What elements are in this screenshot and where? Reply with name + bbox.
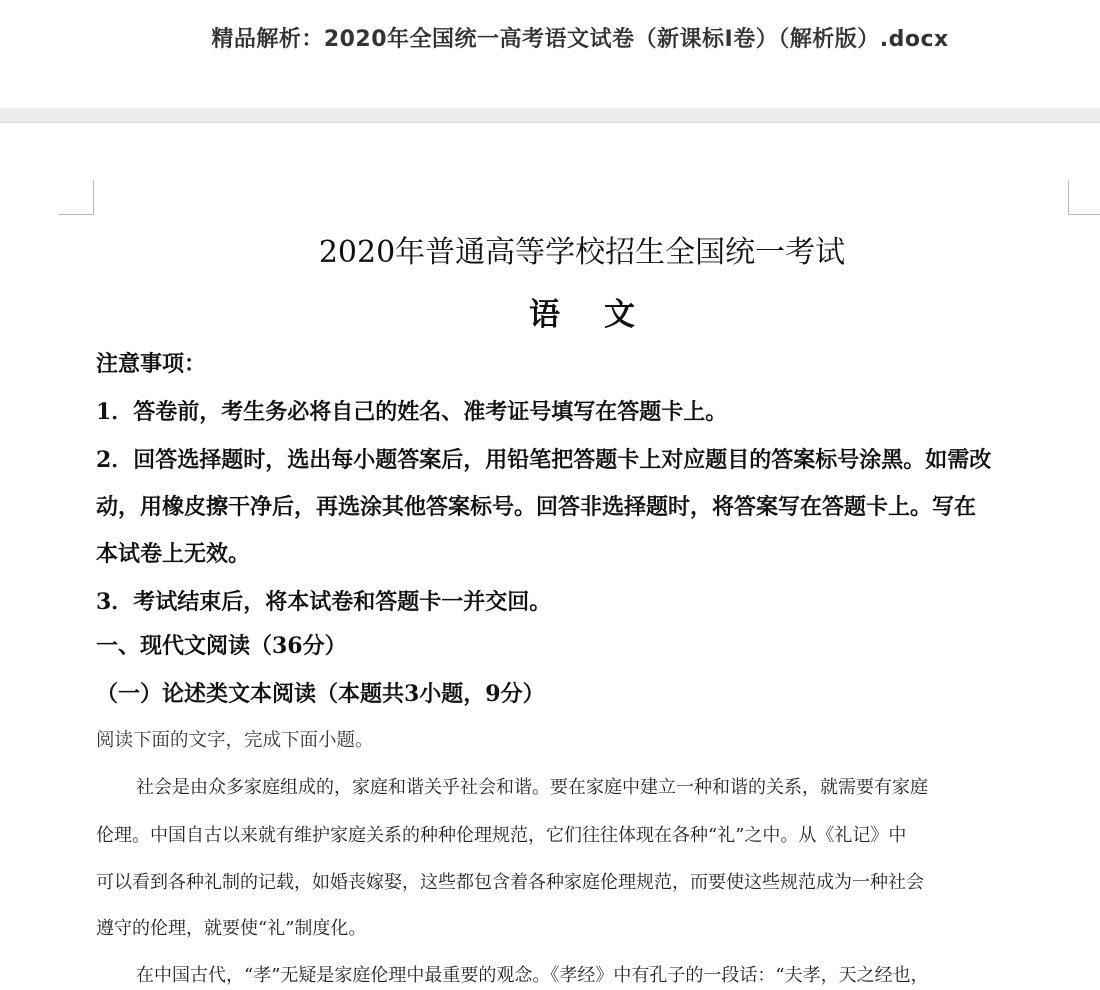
document-page[interactable] — [0, 123, 1100, 990]
margin-corner-top-left — [59, 180, 94, 215]
exam-subject: 语文 — [529, 297, 679, 333]
notice-item-2: 2．回答选择题时，选出每小题答案后，用铅笔把答题卡上对应题目的答案标号涂黑。如需改 — [96, 447, 992, 473]
passage-line-5: 在中国古代，“孝”无疑是家庭伦理中最重要的观念。《孝经》中有孔子的一段话：“夫孝，天之经也， — [136, 965, 929, 986]
exam-title: 2020年普通高等学校招生全国统一考试 — [318, 235, 846, 270]
margin-corner-top-right — [1068, 180, 1100, 215]
page-gap — [0, 108, 1100, 123]
notice-item-1: 1．答卷前，考生务必将自己的姓名、准考证号填写在答题卡上。 — [96, 399, 728, 425]
notice-item-2-end: 本试卷上无效。 — [96, 541, 251, 567]
passage-line-3: 可以看到各种礼制的记载，如婚丧嫁娶，这些都包含着各种家庭伦理规范，而要使这些规范成为一种社会 — [96, 872, 924, 893]
notice-heading: 注意事项： — [96, 351, 207, 377]
notice-item-3: 3．考试结束后，将本试卷和答题卡一并交回。 — [96, 589, 552, 615]
passage-line-2: 伦理。中国自古以来就有维护家庭关系的种种伦理规范，它们往往体现在各种“礼”之中。从《礼记》中 — [96, 825, 907, 846]
reading-instruction: 阅读下面的文字，完成下面小题。 — [96, 730, 374, 751]
passage-line-4: 遵守的伦理，就要使“礼”制度化。 — [96, 918, 367, 939]
notice-item-2-cont: 动，用橡皮擦干净后，再选涂其他答案标号。回答非选择题时，将答案写在答题卡上。写在 — [96, 494, 977, 520]
subsection-heading: （一）论述类文本阅读（本题共3小题，9分） — [96, 681, 545, 707]
passage-line-1: 社会是由众多家庭组成的，家庭和谐关乎社会和谐。要在家庭中建立一种和谐的关系，就需要有家庭 — [136, 777, 928, 798]
window-title-bar — [0, 0, 1100, 108]
document-filename: 精品解析：2020年全国统一高考语文试卷（新课标Ⅰ卷）（解析版）.docx — [211, 27, 949, 52]
section-heading: 一、现代文阅读（36分） — [96, 633, 347, 659]
